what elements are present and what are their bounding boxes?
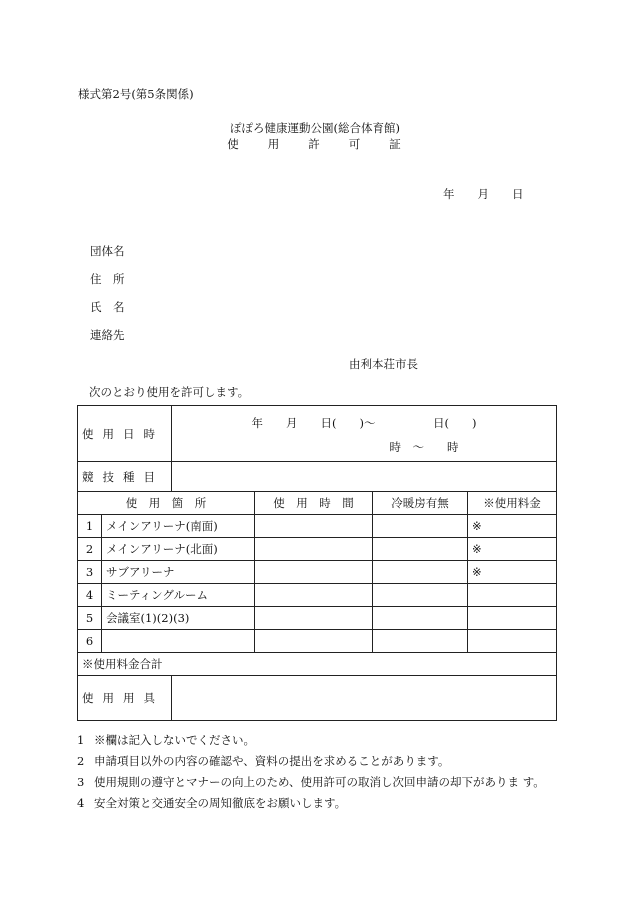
note-text: 安全対策と交通安全の周知徹底をお願いします。 <box>94 796 347 810</box>
facility-aircon <box>373 538 468 561</box>
note-text: ※欄は記入しないでください。 <box>94 733 255 747</box>
column-header-aircon: 冷暖房有無 <box>373 492 468 515</box>
group-name-label: 団体名 <box>90 244 125 258</box>
facility-number: 6 <box>78 630 102 653</box>
table-row <box>78 561 557 584</box>
notes-list <box>77 730 557 814</box>
issue-date: 年 月 日 <box>443 187 524 201</box>
facility-name: メインアリーナ(北面) <box>102 538 255 561</box>
facility-number: 2 <box>78 538 102 561</box>
note-text: 使用規則の遵守とマナーの向上のため、使用許可の取消し次回申請の却下がありま す。 <box>94 775 545 789</box>
note-item <box>77 793 557 814</box>
facility-fee <box>468 630 557 653</box>
sport-label: 競技種目 <box>78 462 172 492</box>
sport-value <box>172 462 557 492</box>
column-header-facility: 使 用 箇 所 <box>78 492 255 515</box>
equipment-row <box>78 676 557 721</box>
facility-name: 会議室(1)(2)(3) <box>102 607 255 630</box>
facility-time <box>255 538 373 561</box>
facility-fee: ※ <box>468 538 557 561</box>
use-datetime-value <box>172 406 557 462</box>
facility-name <box>102 630 255 653</box>
permit-table <box>77 405 557 721</box>
note-item <box>77 730 557 751</box>
facility-aircon <box>373 515 468 538</box>
note-item <box>77 772 557 793</box>
note-number: 1 <box>77 733 85 747</box>
name-label: 氏 名 <box>90 300 125 314</box>
facility-aircon <box>373 630 468 653</box>
fee-total-label: ※使用料金合計 <box>78 653 557 676</box>
issuer-name: 由利本荘市長 <box>349 357 418 371</box>
facility-aircon <box>373 607 468 630</box>
note-text: 申請項目以外の内容の確認や、資料の提出を求めることがあります。 <box>94 754 450 768</box>
column-header-fee: ※使用料金 <box>468 492 557 515</box>
facility-fee: ※ <box>468 561 557 584</box>
table-row <box>78 630 557 653</box>
table-row <box>78 584 557 607</box>
facility-number: 4 <box>78 584 102 607</box>
facility-name: メインアリーナ(南面) <box>102 515 255 538</box>
facility-time <box>255 630 373 653</box>
address-label: 住 所 <box>90 272 125 286</box>
sport-row <box>78 462 557 492</box>
document-subtitle: 使 用 許 可 証 <box>227 137 403 151</box>
facility-aircon <box>373 584 468 607</box>
facility-number: 5 <box>78 607 102 630</box>
facility-number: 1 <box>78 515 102 538</box>
table-row <box>78 607 557 630</box>
table-row <box>78 515 557 538</box>
intro-text: 次のとおり使用を許可します。 <box>89 385 250 399</box>
use-datetime-label: 使用日時 <box>78 406 172 462</box>
document-title: ぽぽろ健康運動公園(総合体育館) <box>230 121 400 135</box>
facility-time <box>255 515 373 538</box>
facility-aircon <box>373 561 468 584</box>
note-number: 3 <box>77 775 85 789</box>
column-header-time: 使 用 時 間 <box>255 492 373 515</box>
use-date-range: 年 月 日( )〜 日( ) <box>251 415 477 430</box>
facility-fee: ※ <box>468 515 557 538</box>
facility-number: 3 <box>78 561 102 584</box>
fee-total-row <box>78 653 557 676</box>
note-item <box>77 751 557 772</box>
facility-fee <box>468 584 557 607</box>
equipment-label: 使用用具 <box>78 676 172 721</box>
table-row <box>78 538 557 561</box>
equipment-value <box>172 676 557 721</box>
facility-time <box>255 607 373 630</box>
facility-name: サブアリーナ <box>102 561 255 584</box>
contact-label: 連絡先 <box>90 328 125 342</box>
note-number: 4 <box>77 796 85 810</box>
note-number: 2 <box>77 754 85 768</box>
facility-header-row <box>78 492 557 515</box>
use-time-range: 時 〜 時 <box>389 439 459 454</box>
facility-time <box>255 584 373 607</box>
facility-fee <box>468 607 557 630</box>
form-number: 様式第2号(第5条関係) <box>78 87 194 101</box>
use-datetime-row <box>78 406 557 462</box>
facility-time <box>255 561 373 584</box>
facility-name: ミーティングルーム <box>102 584 255 607</box>
